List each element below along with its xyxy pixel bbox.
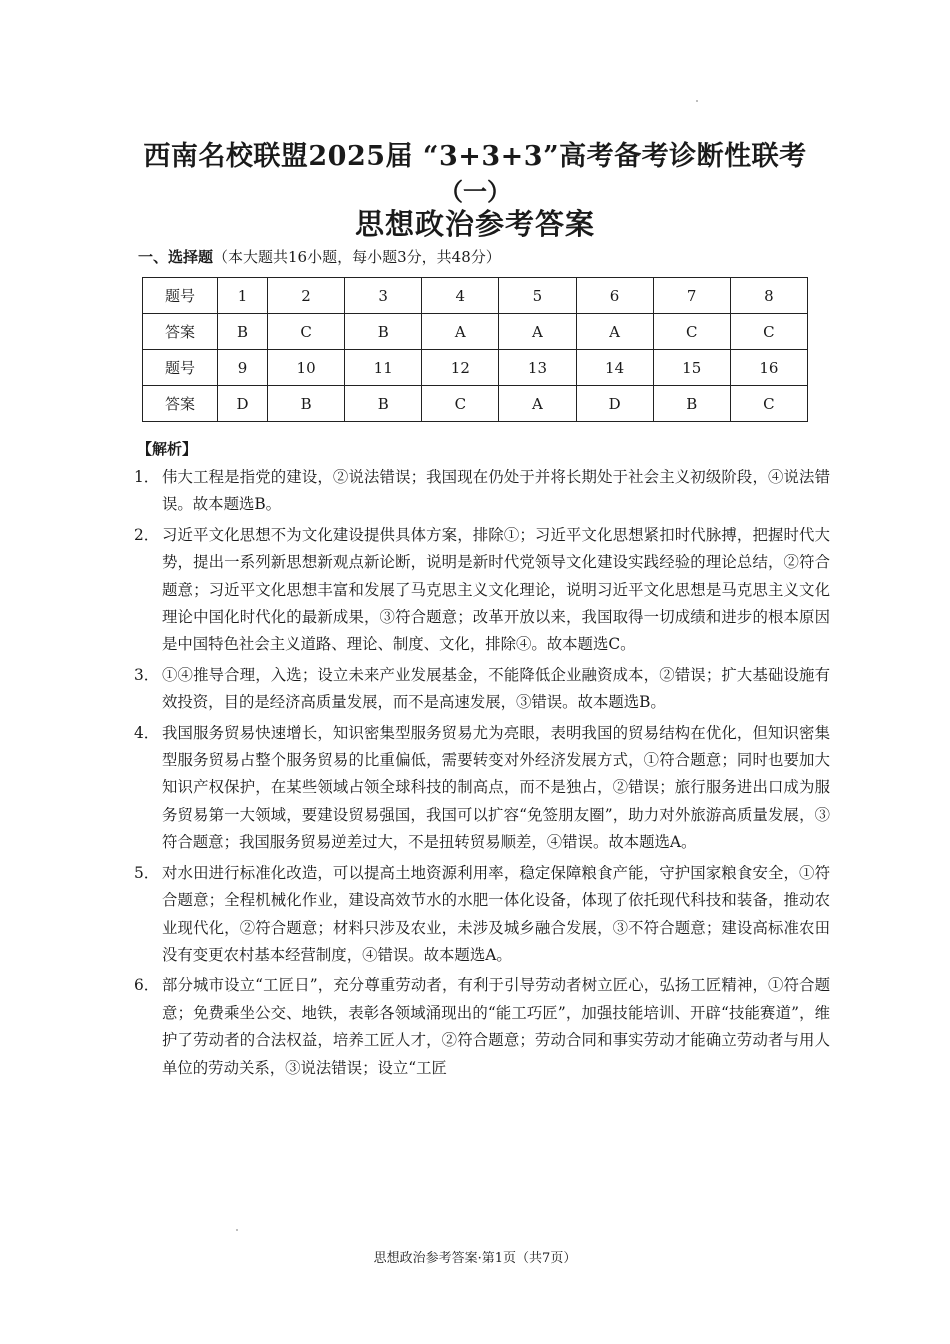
section-heading xyxy=(138,246,501,267)
table-cell: 5 xyxy=(499,278,576,314)
row-header-cell: 答案 xyxy=(143,386,218,422)
table-cell: 9 xyxy=(218,350,268,386)
item-number: 2． xyxy=(134,525,160,544)
list-item xyxy=(134,860,830,970)
table-cell: D xyxy=(576,386,653,422)
table-cell: A xyxy=(499,386,576,422)
table-cell: 16 xyxy=(730,350,807,386)
table-cell: C xyxy=(653,314,730,350)
item-number: 1． xyxy=(134,468,160,486)
item-number: 4． xyxy=(134,723,160,742)
table-cell: 7 xyxy=(653,278,730,314)
title-line-1: 西南名校联盟2025届 “3+3+3”高考备考诊断性联考 xyxy=(143,141,807,172)
row-header-cell: 答案 xyxy=(143,314,218,350)
table-cell: A xyxy=(422,314,499,350)
list-item xyxy=(134,522,830,659)
table-cell: 4 xyxy=(422,278,499,314)
page-footer: 思想政治参考答案·第1页（共7页） xyxy=(373,1251,577,1266)
table-cell: A xyxy=(499,314,576,350)
list-item xyxy=(134,464,830,519)
table-cell: 15 xyxy=(653,350,730,386)
table-cell: 12 xyxy=(422,350,499,386)
table-cell: 11 xyxy=(345,350,422,386)
row-header-cell: 题号 xyxy=(143,350,218,386)
list-item xyxy=(134,662,830,717)
table-cell: B xyxy=(653,386,730,422)
item-text: 我国服务贸易快速增长，知识密集型服务贸易尤为亮眼，表明我国的贸易结构在优化，但知识密集型服务贸易占整个服务贸易的比重偏低，需要转变对外经济发展方式，①符合题意；同时也要加大知识产权保护，在某些领域占领全球科技的制高点，而不是独占，②错误；旅行服务进出口成为服务贸易第一大领域，要建设贸易强国，我国可以扩容“免签朋友圈”，助力对外旅游高质量发展，③符合题意；我国服务贸易逆差过大，不是扭转贸易顺差，④错误。故本题选A。 xyxy=(162,723,830,852)
scan-speck xyxy=(236,1229,238,1231)
title-line-2: （一） xyxy=(439,177,511,206)
item-text: 习近平文化思想不为文化建设提供具体方案，排除①；习近平文化思想紧扣时代脉搏，把握时代大势，提出一系列新思想新观点新论断，说明是新时代党领导文化建设实践经验的理论总结，②符合题意；习近平文化思想丰富和发展了马克思主义文化理论，说明习近平文化思想是马克思主义文化理论中国化时代化的最新成果，③符合题意；改革开放以来，我国取得一切成绩和进步的根本原因是中国特色社会主义道路、理论、制度、文化，排除④。故本题选C。 xyxy=(162,525,830,654)
item-text: 伟大工程是指党的建设，②说法错误；我国现在仍处于并将长期处于社会主义初级阶段，④说法错误。故本题选B。 xyxy=(162,468,830,514)
item-number: 3． xyxy=(134,665,160,684)
item-text: 对水田进行标准化改造，可以提高土地资源利用率，稳定保障粮食产能，守护国家粮食安全，①符合题意；全程机械化作业，建设高效节水的水肥一体化设备，体现了依托现代科技和装备，推动农业现代化，②符合题意；材料只涉及农业，未涉及城乡融合发展，③不符合题意；建设高标准农田没有变更农村基本经营制度，④错误。故本题选A。 xyxy=(162,863,830,964)
table-cell: B xyxy=(268,386,345,422)
table-cell: 10 xyxy=(268,350,345,386)
table-cell: 1 xyxy=(218,278,268,314)
item-number: 6． xyxy=(134,976,160,995)
row-header-cell: 题号 xyxy=(143,278,218,314)
table-cell: 6 xyxy=(576,278,653,314)
table-cell: D xyxy=(218,386,268,422)
list-item xyxy=(134,720,830,857)
table-cell: 8 xyxy=(730,278,807,314)
table-row xyxy=(143,350,808,386)
table-row xyxy=(143,386,808,422)
table-cell: A xyxy=(576,314,653,350)
answer-table xyxy=(142,277,808,422)
table-cell: C xyxy=(422,386,499,422)
table-cell: 3 xyxy=(345,278,422,314)
analysis-list xyxy=(134,464,830,1085)
analysis-label: 【解析】 xyxy=(137,440,198,458)
table-cell: 2 xyxy=(268,278,345,314)
table-cell: C xyxy=(268,314,345,350)
table-row xyxy=(143,278,808,314)
table-cell: B xyxy=(218,314,268,350)
section-note: （本大题共16小题，每小题3分，共48分） xyxy=(213,248,501,266)
table-cell: C xyxy=(730,314,807,350)
table-cell: 13 xyxy=(499,350,576,386)
item-number: 5． xyxy=(134,863,160,882)
table-cell: B xyxy=(345,386,422,422)
title-line-3: 思想政治参考答案 xyxy=(354,207,595,241)
scan-speck xyxy=(696,100,698,102)
table-row xyxy=(143,314,808,350)
section-label: 一、选择题 xyxy=(138,248,214,266)
item-text: ①④推导合理，入选；设立未来产业发展基金，不能降低企业融资成本，②错误；扩大基础设施有效投资，目的是经济高质量发展，而不是高速发展，③错误。故本题选B。 xyxy=(162,665,830,712)
list-item xyxy=(134,972,830,1082)
table-cell: 14 xyxy=(576,350,653,386)
table-cell: B xyxy=(345,314,422,350)
item-text: 部分城市设立“工匠日”，充分尊重劳动者，有利于引导劳动者树立匠心，弘扬工匠精神，①符合题意；免费乘坐公交、地铁，表彰各领域涌现出的“能工巧匠”，加强技能培训、开辟“技能赛道”，维护了劳动者的合法权益，培养工匠人才，②符合题意；劳动合同和事实劳动才能确立劳动者与用人单位的劳动关系，③说法错误；设立“工匠 xyxy=(162,976,830,1077)
table-cell: C xyxy=(730,386,807,422)
